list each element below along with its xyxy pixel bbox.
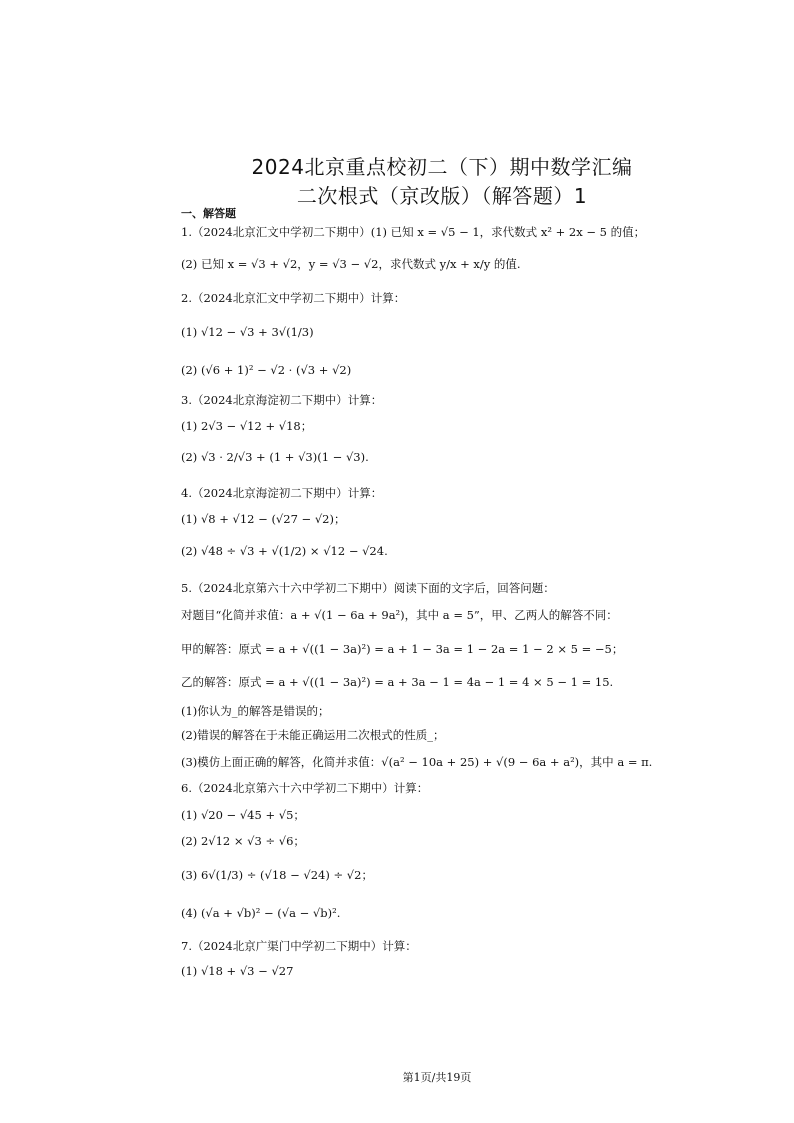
problem-1-part-2: (2) 已知 x = √3 + √2，y = √3 − √2，求代数式 y/x + x/y 的值. xyxy=(181,257,521,271)
problem-7-heading: 7.（2024北京广渠门中学初二下期中）计算： xyxy=(181,939,417,953)
problem-1-part-1: 1.（2024北京汇文中学初二下期中）(1) 已知 x = √5 − 1，求代数式 x² + 2x − 5 的值； xyxy=(181,225,646,239)
problem-2-part-2: (2) (√6 + 1)² − √2 · (√3 + √2) xyxy=(181,363,352,377)
problem-6-heading: 6.（2024北京第六十六中学初二下期中）计算： xyxy=(181,781,429,795)
problem-5-solution-b: 乙的解答：原式 = a + √((1 − 3a)²) = a + 3a − 1 = 4a − 1 = 4 × 5 − 1 = 15. xyxy=(181,675,614,689)
problem-3-part-2: (2) √3 · 2/√3 + (1 + √3)(1 − √3). xyxy=(181,450,369,464)
section-heading: 一、解答题 xyxy=(181,207,236,220)
problem-6-part-1: (1) √20 − √45 + √5； xyxy=(181,808,305,822)
problem-5-question-3: (3)模仿上面正确的解答，化简并求值：√(a² − 10a + 25) + √(9 − 6a + a²)，其中 a = π. xyxy=(181,755,653,769)
problem-5-solution-a: 甲的解答：原式 = a + √((1 − 3a)²) = a + 1 − 3a = 1 − 2a = 1 − 2 × 5 = −5； xyxy=(181,642,624,656)
problem-5-question-2: (2)错误的解答在于未能正确运用二次根式的性质_； xyxy=(181,728,445,742)
problem-5-prompt: 对题目“化简并求值：a + √(1 − 6a + 9a²)，其中 a = 5”，甲、乙两人的解答不同： xyxy=(181,608,618,622)
problem-6-part-3: (3) 6√(1/3) ÷ (√18 − √24) ÷ √2； xyxy=(181,868,373,882)
problem-5-heading: 5.（2024北京第六十六中学初二下期中）阅读下面的文字后，回答问题： xyxy=(181,581,555,595)
problem-3-heading: 3.（2024北京海淀初二下期中）计算： xyxy=(181,393,383,407)
problem-4-part-1: (1) √8 + √12 − (√27 − √2)； xyxy=(181,512,346,526)
problem-3-part-1: (1) 2√3 − √12 + √18； xyxy=(181,419,313,433)
problem-7-part-1: (1) √18 + √3 − √27 xyxy=(181,964,294,978)
page-number: 第1页/共19页 xyxy=(402,1071,472,1084)
problem-2-part-1: (1) √12 − √3 + 3√(1/3) xyxy=(181,325,314,339)
problem-4-part-2: (2) √48 ÷ √3 + √(1/2) × √12 − √24. xyxy=(181,544,388,558)
problem-6-part-4: (4) (√a + √b)² − (√a − √b)². xyxy=(181,906,341,920)
problem-6-part-2: (2) 2√12 × √3 ÷ √6； xyxy=(181,834,305,848)
problem-5-question-1: (1)你认为_的解答是错误的； xyxy=(181,704,330,718)
document-title: 2024北京重点校初二（下）期中数学汇编 xyxy=(251,155,633,179)
problem-2-heading: 2.（2024北京汇文中学初二下期中）计算： xyxy=(181,291,406,305)
document-subtitle: 二次根式（京改版）（解答题）1 xyxy=(296,184,588,208)
problem-4-heading: 4.（2024北京海淀初二下期中）计算： xyxy=(181,486,383,500)
